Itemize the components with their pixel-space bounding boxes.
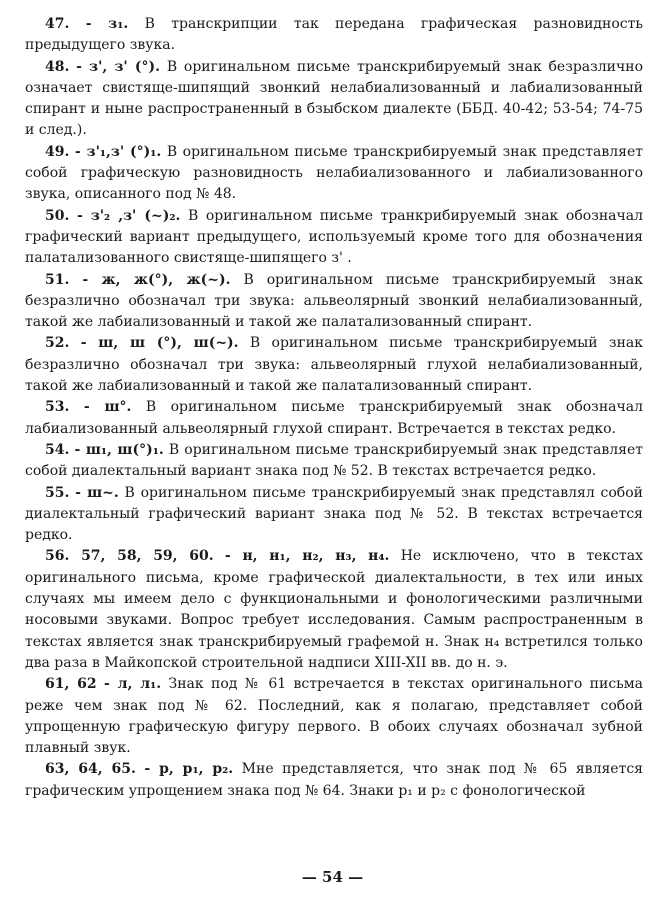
- entry-text: В оригинальном письме транскрибируемый знак обозначал лабиализованный альвеолярный глухой спирант. Встречается в текстах редко.: [25, 399, 643, 437]
- entry-term: - ш~.: [75, 484, 119, 501]
- entry-number: 56. 57, 58, 59, 60.: [45, 548, 214, 565]
- entry-number: 50.: [45, 207, 70, 224]
- entry-49: [25, 142, 643, 206]
- entry-number: 55.: [45, 484, 70, 501]
- entry-51: [25, 270, 643, 334]
- entry-56-60: [25, 546, 643, 674]
- entry-number: 52.: [45, 335, 70, 352]
- entry-47: [25, 14, 643, 57]
- entry-number: 51.: [45, 271, 70, 288]
- entry-number: 61, 62: [45, 676, 97, 693]
- entry-61-62: [25, 674, 643, 759]
- entry-term: - л, л₁.: [104, 676, 162, 693]
- entry-term: - р, р₁, р₂.: [144, 761, 234, 778]
- entry-text: В оригинальном письме транскрибируемый знак безразлично обозначал три звука: альвеолярный звонкий нелабиализованный, такой же лабиализованный и такой же палатализованный спирант.: [25, 271, 643, 331]
- entry-number: 49.: [45, 143, 70, 160]
- entry-text: Знак под № 61 встречается в текстах оригинального письма реже чем знак под № 62. Последний, как я полагаю, представляет собой упрощенную графическую фигуру первого. В обоих случаях обозначал зубной плавный звук.: [25, 676, 644, 757]
- entry-term: - з'₁,з' (°)₁.: [74, 143, 162, 160]
- entry-52: [25, 333, 643, 397]
- entry-63-65: [25, 759, 643, 802]
- entry-number: 63, 64, 65.: [45, 761, 136, 778]
- entry-53: [25, 397, 643, 440]
- entry-number: 53.: [45, 399, 70, 416]
- entry-term: - з', з' (°).: [76, 58, 161, 75]
- entry-54: [25, 440, 643, 483]
- entry-text: В оригинальном письме транкрибируемый знак обозначал графический вариант предыдущего, используемый кроме того для обозначения палатализованного свистяще-шипящего з' .: [25, 207, 644, 267]
- page-number: — 54 —: [301, 868, 364, 886]
- entry-term: - з'₂ ,з' (~)₂.: [76, 207, 181, 224]
- entry-48: [25, 57, 643, 142]
- entry-term: - н, н₁, н₂, н₃, н₄.: [224, 548, 390, 565]
- entry-term: - ж, ж(°), ж(~).: [82, 271, 231, 288]
- entry-text: В оригинальном письме транскрибируемый знак безразлично означает свистяще-шипящий звонкий нелабиализованный и лабиализованный спирант и ныне распространенный в бзыбском диалекте (ББД. 40-42; 53-54; 74-75 и след.).: [25, 58, 644, 139]
- entry-text: Не исключено, что в текстах оригинального письма, кроме графической диалектальности, в тех или иных случаях мы имеем дело с функциональными и фонологическими различными носовыми звуками. Вопрос требует исследования. Самым распространенным в текстах является знак транскрибируемый графемой н. Знак н₄ встретился только два раза в Майкопской строительной надписи XIII-XII вв. до н. э.: [25, 548, 644, 671]
- entry-50: [25, 206, 643, 270]
- entry-text: Мне представляется, что знак под № 65 является графическим упрощением знака под № 64. Знаки р₁ и р₂ с фонологической: [25, 761, 643, 799]
- entry-text: В оригинальном письме транскрибируемый знак представлял собой диалектальный графический вариант знака под № 52. В текстах встречается редко.: [25, 484, 643, 544]
- entry-text: В оригинальном письме транскрибируемый знак представляет собой диалектальный вариант знака под № 52. В текстах встречается редко.: [25, 441, 644, 480]
- entry-text: В транскрипции так передана графическая разновидность предыдущего звука.: [25, 16, 644, 54]
- entry-text: В оригинальном письме транскрибируемый знак безразлично обозначал три звука: альвеолярный глухой нелабиализованный, такой же лабиализованный и такой же палатализованный спирант.: [25, 335, 643, 395]
- entry-number: 48.: [45, 58, 70, 75]
- entry-term: - ш°.: [83, 399, 132, 416]
- entry-term: - ш, ш (°), ш(~).: [80, 335, 239, 352]
- entry-number: 54.: [45, 441, 70, 458]
- entry-term: - ш₁, ш(°)₁.: [74, 441, 164, 458]
- entry-number: 47.: [45, 16, 70, 32]
- entry-text: В оригинальном письме транскрибируемый знак представляет собой графическую разновидность нелабиализованного и лабиализованного звука, описанного под № 48.: [25, 143, 644, 203]
- entry-term: - з₁.: [85, 16, 129, 32]
- entry-55: [25, 483, 643, 547]
